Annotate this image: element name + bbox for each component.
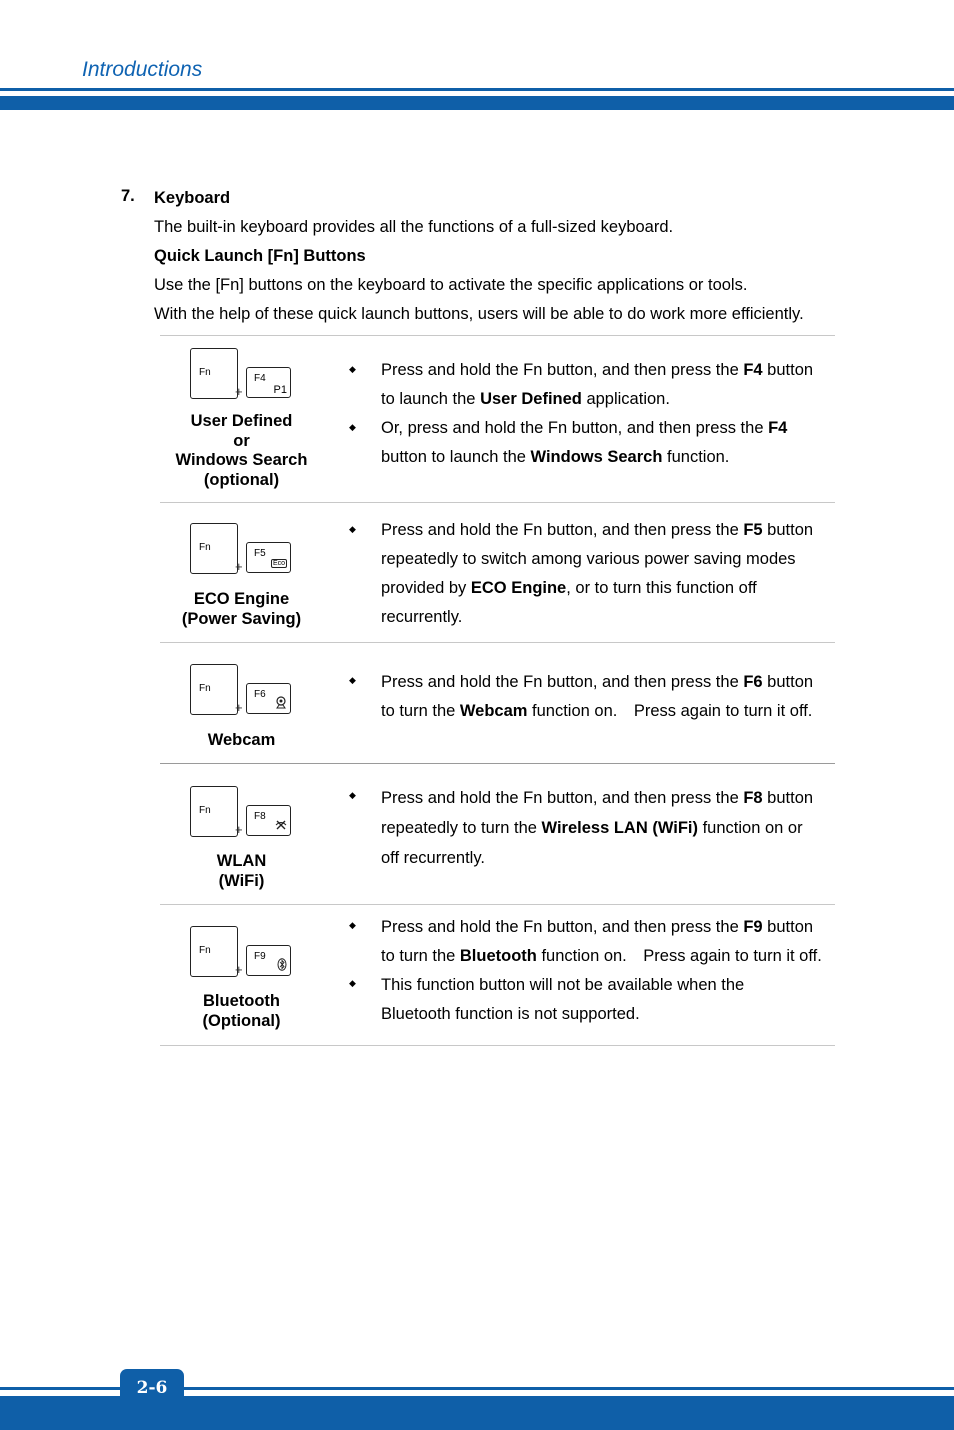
section-paragraph-2: With the help of these quick launch buttons, users will be able to do work more efficiently. [154,305,804,323]
chapter-title: Introductions [82,58,203,81]
webcam-icon [275,696,287,712]
bullet-text: Press and hold the Fn button, and then press the F5 button repeatedly to switch among various power saving modes provided by ECO Engine, or to turn this function off recurrently. [381,521,814,626]
bullet-icon: ◆ [349,675,356,685]
section-number: 7. [121,187,135,205]
table-row [160,335,835,502]
bullet-text: Or, press and hold the Fn button, and then press the F4 button to launch the Windows Search function. [381,419,788,466]
fn-f8-keys: Fn + F8 [190,786,294,838]
f9-key-icon: F9 [246,945,291,976]
table-row [160,642,835,763]
f6-key-icon: F6 [246,683,291,714]
fn-f5-keys: Fn + F5 Eco [190,523,294,575]
bullet-text: Press and hold the Fn button, and then press the F8 button repeatedly to turn the Wireless LAN (WiFi) function on or off recurrently. [381,789,814,867]
key-label: WLAN (WiFi) [216,852,267,890]
fn-key-icon: Fn [190,926,238,977]
table-row [160,764,835,904]
bullet-text: Press and hold the Fn button, and then press the F9 button to turn the Bluetooth function on. Press again to turn it off. [381,918,822,965]
key-label: User Defined or Windows Search (optional) [175,412,308,489]
section-intro: The built-in keyboard provides all the functions of a full-sized keyboard. [154,218,674,236]
fn-f9-keys: Fn + F9 [190,926,294,978]
bullet-text: Press and hold the Fn button, and then press the F6 button to turn the Webcam function on. Press again to turn it off. [381,673,814,720]
fn-f4-keys: Fn + F4 P1 [190,348,294,400]
fn-f6-keys: Fn + F6 [190,664,294,716]
eco-icon: Eco [272,560,285,567]
bluetooth-icon [277,958,287,974]
section-title: Keyboard [154,189,231,207]
wifi-icon [275,819,287,834]
table-row [160,502,835,642]
section-paragraph-1: Use the [Fn] buttons on the keyboard to activate the specific applications or tools. [154,276,748,294]
bullet-text: Press and hold the Fn button, and then press the F4 button to launch the User Defined application. [381,361,814,408]
bullet-icon: ◆ [349,422,356,432]
fn-key-icon: Fn [190,523,238,574]
f5-key-icon: F5 Eco [246,542,291,573]
bullet-icon: ◆ [349,364,356,374]
bullet-icon: ◆ [349,978,356,988]
fn-key-icon: Fn [190,664,238,715]
f4-key-icon: F4 P1 [246,367,291,398]
key-label: Bluetooth (Optional) [202,992,281,1030]
bullet-icon: ◆ [349,524,356,534]
section-subtitle: Quick Launch [Fn] Buttons [154,247,366,265]
key-label: Webcam [207,731,276,749]
table-row [160,904,835,1045]
fn-key-icon: Fn [190,786,238,837]
key-label: ECO Engine (Power Saving) [181,590,302,628]
header-rule [0,88,954,91]
fn-key-icon: Fn [190,348,238,399]
p1-icon: P1 [273,384,287,396]
header-bar [0,96,954,110]
bullet-icon: ◆ [349,790,356,800]
bullet-icon: ◆ [349,920,356,930]
table-rule [160,1045,835,1046]
bullet-text: This function button will not be available when the Bluetooth function is not supported. [381,976,745,1023]
page-number: 2-6 [120,1369,184,1405]
f8-key-icon: F8 [246,805,291,836]
